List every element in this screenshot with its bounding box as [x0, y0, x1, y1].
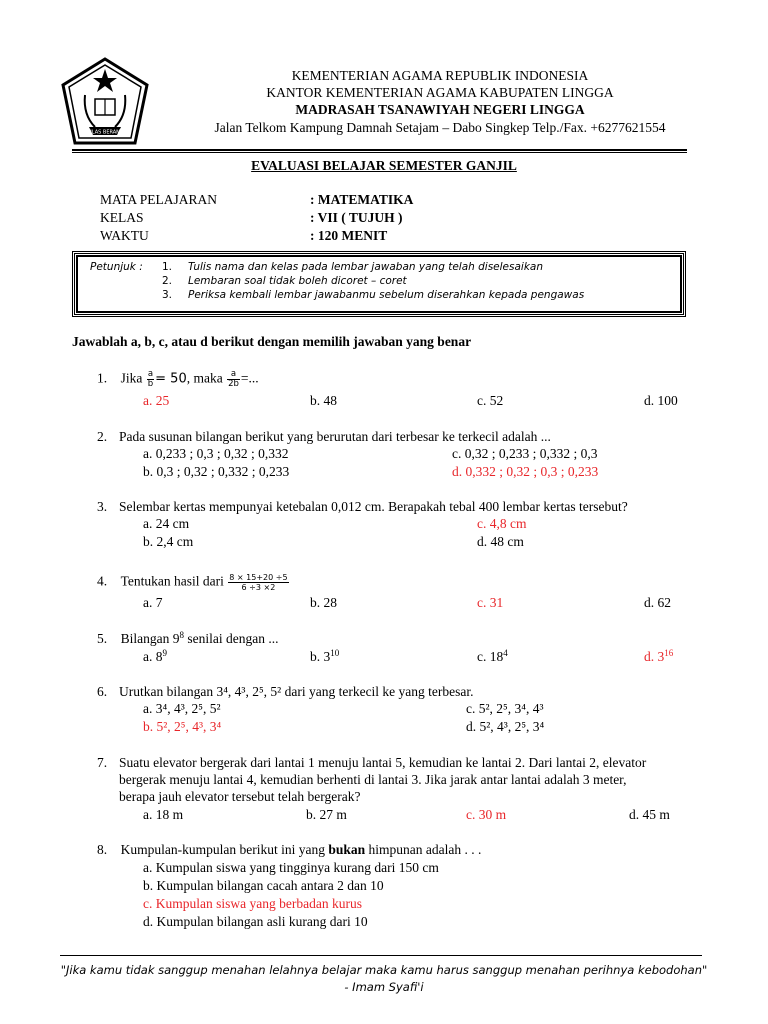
q5-option-b[interactable]: b. $3^{10}$: [310, 648, 340, 664]
q4-text: Tentukan hasil dari: [120, 573, 224, 589]
q1-mid: , maka: [186, 370, 223, 386]
q3-option-a[interactable]: a. 24 cm: [143, 516, 190, 531]
answer-instruction: Jawablah a, b, c, atau d berikut dengan memilih jawaban yang benar: [72, 334, 472, 349]
header-rule-thin: [72, 152, 687, 153]
exam-title: EVALUASI BELAJAR SEMESTER GANJIL: [251, 158, 517, 173]
q1-option-b[interactable]: b. 48: [310, 393, 337, 408]
meta-key-time: WAKTU: [100, 228, 149, 243]
q6-number: 6.: [97, 684, 108, 699]
q4-option-b[interactable]: b. 28: [310, 595, 337, 610]
petunjuk-num-1: 1.: [162, 261, 173, 273]
header-address: Jalan Telkom Kampung Damnah Setajam – Dabo Singkep Telp./Fax. +6277621554: [214, 120, 666, 135]
question-8: [97, 842, 481, 858]
footer-quote: "Jika kamu tidak sanggup menahan lelahnya belajar maka kamu harus sanggup menahan perihnya kebodohan": [60, 963, 708, 977]
q1-fraction-a-b: $\frac{a}{b}$: [147, 369, 154, 389]
question-6: Urutkan bilangan 3⁴, 4³, 2⁵, 5² dari yang terkecil ke yang terbesar.: [119, 684, 474, 699]
q6-option-d[interactable]: d. 5², 4³, 2⁵, 3⁴: [466, 719, 545, 734]
q4-option-a[interactable]: a. 7: [143, 595, 163, 610]
q1-fraction-a-2b: $\frac{a}{2b}$: [228, 369, 239, 389]
q5-post: senilai dengan ...: [184, 631, 279, 646]
header-rule: [72, 149, 687, 151]
petunjuk-item-3: Periksa kembali lembar jawabanmu sebelum diserahkan kepada pengawas: [188, 289, 585, 301]
q5-option-c[interactable]: c. $18^4$: [477, 648, 508, 664]
q6-option-a[interactable]: a. 3⁴, 4³, 2⁵, 5²: [143, 701, 221, 716]
footer-rule: [60, 955, 702, 956]
q2-option-b[interactable]: b. 0,3 ; 0,32 ; 0,332 ; 0,233: [143, 464, 290, 479]
q8-pre: Kumpulan-kumpulan berikut ini yang: [120, 842, 329, 857]
question-5: [97, 631, 278, 647]
q3-option-d[interactable]: d. 48 cm: [477, 534, 524, 549]
q1-equals: = 50: [155, 371, 187, 387]
meta-value-class: : VII ( TUJUH ): [310, 210, 403, 225]
q7-option-b[interactable]: b. 27 m: [306, 807, 347, 822]
q5-pre: Bilangan 9: [120, 631, 180, 646]
question-2: Pada susunan bilangan berikut yang berurutan dari terbesar ke terkecil adalah ...: [119, 429, 551, 444]
q5-number: 5.: [97, 631, 108, 646]
petunjuk-item-2: Lembaran soal tidak boleh dicoret – coret: [188, 275, 407, 287]
question-1: [97, 370, 259, 389]
petunjuk-item-1: Tulis nama dan kelas pada lembar jawaban yang telah diselesaikan: [188, 261, 544, 273]
q4-option-d[interactable]: d. 62: [644, 595, 671, 610]
q5-exp: 8: [179, 630, 184, 640]
header-ministry: KEMENTERIAN AGAMA REPUBLIK INDONESIA: [291, 68, 589, 83]
q8-bold: bukan: [328, 842, 366, 857]
q1-number: 1.: [97, 370, 108, 386]
q1-option-c[interactable]: c. 52: [477, 393, 504, 408]
q1-option-a[interactable]: a. 25: [143, 393, 170, 408]
q2-number: 2.: [97, 429, 108, 444]
q1-pre: Jika: [120, 370, 143, 386]
meta-key-class: KELAS: [100, 210, 144, 225]
q7-option-c[interactable]: c. 30 m: [466, 807, 507, 822]
q5-option-d[interactable]: d. $3^{16}$: [644, 648, 674, 664]
q3-option-b[interactable]: b. 2,4 cm: [143, 534, 194, 549]
q2-option-d[interactable]: d. 0,332 ; 0,32 ; 0,3 ; 0,233: [452, 464, 599, 479]
petunjuk-num-2: 2.: [162, 275, 173, 287]
q8-option-c[interactable]: c. Kumpulan siswa yang berbadan kurus: [143, 896, 362, 911]
meta-key-subject: MATA PELAJARAN: [100, 192, 218, 207]
q4-number: 4.: [97, 573, 108, 589]
q6-option-c[interactable]: c. 5², 2⁵, 3⁴, 4³: [466, 701, 544, 716]
petunjuk-num-3: 3.: [162, 289, 173, 301]
q8-option-a[interactable]: a. Kumpulan siswa yang tingginya kurang dari 150 cm: [143, 860, 439, 875]
question-7-line-3: berapa jauh elevator tersebut telah bergerak?: [119, 789, 361, 804]
meta-value-time: : 120 MENIT: [310, 228, 388, 243]
q4-fraction: $\frac{8 \times 15+20 \div 5}{6 \div 3 \times 2}$: [229, 573, 288, 592]
q2-option-a[interactable]: a. 0,233 ; 0,3 ; 0,32 ; 0,332: [143, 446, 289, 461]
q7-number: 7.: [97, 755, 108, 770]
q7-option-a[interactable]: a. 18 m: [143, 807, 184, 822]
q8-option-d[interactable]: d. Kumpulan bilangan asli kurang dari 10: [143, 914, 368, 929]
q1-post: =...: [240, 370, 259, 386]
q6-option-b[interactable]: b. 5², 2⁵, 4³, 3⁴: [143, 719, 222, 734]
header-school: MADRASAH TSANAWIYAH NEGERI LINGGA: [295, 102, 585, 117]
q3-number: 3.: [97, 499, 108, 514]
q8-post: himpunan adalah . . .: [365, 842, 482, 857]
question-3: Selembar kertas mempunyai ketebalan 0,012 cm. Berapakah tebal 400 lembar kertas tersebut?: [119, 499, 628, 514]
q4-option-c[interactable]: c. 31: [477, 595, 504, 610]
question-4: [97, 573, 290, 592]
q1-option-d[interactable]: d. 100: [644, 393, 678, 408]
meta-value-subject: : MATEMATIKA: [310, 192, 414, 207]
question-7-line-2: bergerak menuju lantai 4, kemudian berhenti di lantai 3. Jika jarak antar lantai adalah 3 meter,: [119, 772, 627, 787]
svg-text:IKHLAS BERAMAL: IKHLAS BERAMAL: [83, 129, 127, 136]
petunjuk-label: Petunjuk :: [90, 261, 143, 273]
header-office: KANTOR KEMENTERIAN AGAMA KABUPATEN LINGGA: [266, 85, 614, 100]
q8-number: 8.: [97, 842, 108, 857]
q3-option-c[interactable]: c. 4,8 cm: [477, 516, 527, 531]
q5-option-a[interactable]: a. $8^9$: [143, 648, 167, 664]
q2-option-c[interactable]: c. 0,32 ; 0,233 ; 0,332 ; 0,3: [452, 446, 598, 461]
q8-option-b[interactable]: b. Kumpulan bilangan cacah antara 2 dan 10: [143, 878, 384, 893]
question-7-line-1: Suatu elevator bergerak dari lantai 1 menuju lantai 5, kemudian ke lantai 2. Dari lantai 2, elevator: [119, 755, 647, 770]
ministry-logo: [55, 55, 155, 150]
footer-author: - Imam Syafi'i: [344, 980, 424, 994]
q7-option-d[interactable]: d. 45 m: [629, 807, 670, 822]
